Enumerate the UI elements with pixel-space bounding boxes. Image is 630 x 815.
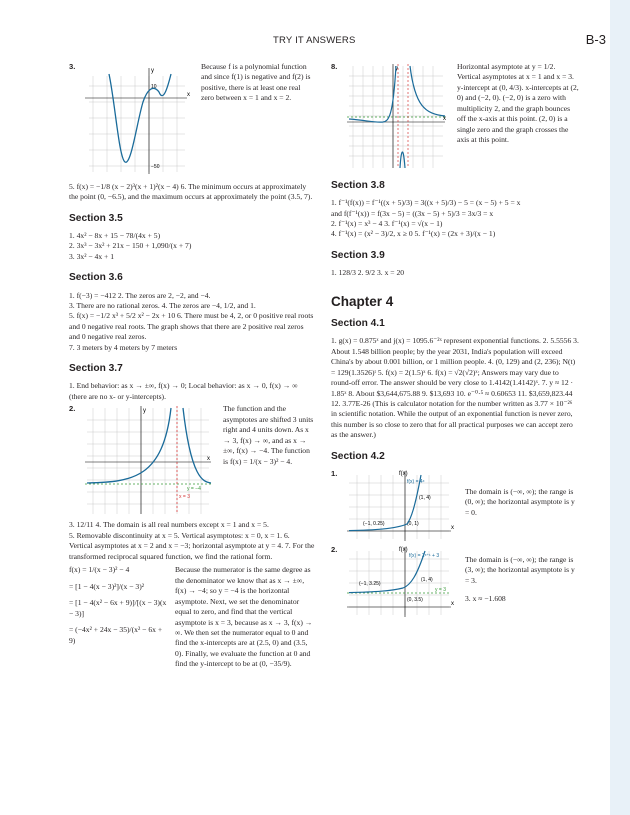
answer-8-text: Horizontal asymptote at y = 1/2. Vertical asymptotes at x = 1 and x = 3. y-intercept at (0, 4/3). x-intercepts at (2, 0) and (−2, 0). (−2, 0) is a zero with multiplicity 2, and the graph bounces off the x-axis at this point. (2, 0) is a single zero and the graph crosses the axis at this point. — [457, 62, 579, 145]
s42-g2-asymptote-label: y = 3 — [435, 586, 446, 593]
s42-g2-y-label: f(x) — [399, 546, 408, 553]
graph3-ymin: −50 — [151, 164, 160, 170]
s42-g1-point-1: (1, 4) — [419, 494, 431, 501]
s42-answer-2-body — [457, 545, 579, 605]
graph8-x-label: x — [443, 116, 446, 122]
s35-answer-1: 1. 4x² − 8x + 15 − 78/(4x + 5) — [69, 231, 161, 241]
s42-answer-2-number: 2. — [331, 544, 338, 554]
page-edge-bar — [610, 0, 630, 815]
s42-g2-x-label: x — [451, 600, 454, 607]
s37-rational-derivation — [69, 565, 169, 646]
s42-answer-2-text: The domain is (−∞, ∞); the range is (3, ∞); the horizontal asymptote is y = 3. — [465, 554, 575, 585]
s42-g1-point-3: (0, 1) — [407, 520, 419, 527]
right-column — [331, 62, 579, 619]
left-column — [69, 62, 315, 670]
s37-answer-2 — [69, 404, 315, 516]
graph-s42-answer-1 — [345, 469, 457, 543]
s38-answer-1-b: and f(f⁻¹(x)) = f(3x − 5) = ((3x − 5) + 5)/3 = 3x/3 = x — [331, 208, 494, 218]
section-3-8-title: Section 3.8 — [331, 180, 385, 191]
section-4-1-title: Section 4.1 — [331, 318, 385, 330]
s39-answers: 1. 128/3 2. 9/2 3. x = 20 — [331, 268, 405, 278]
s37-answer-3-4: 3. 12/11 4. The domain is all real numbers except x = 1 and x = 5. — [69, 520, 269, 530]
s37-answer-2-number: 2. — [69, 404, 76, 414]
section-4-2-title: Section 4.2 — [331, 450, 385, 462]
s42-g1-function-label: f(x) = 4ˣ — [407, 478, 425, 485]
s35-answer-3: 3. 3x² − 4x + 1 — [69, 251, 115, 261]
section-3-5-title: Section 3.5 — [69, 212, 123, 224]
answer-8 — [331, 62, 579, 170]
s36-answer-5-6: 5. f(x) = −1/2 x³ + 5/2 x² − 2x + 10 6. There must be 4, 2, or 0 positive real roots and 0 negative real roots. The graph shows that there are 2 positive real zeros and 0 negative real zeros. — [69, 311, 314, 342]
answer-3-number: 3. — [69, 62, 76, 71]
s37-answer-7-work — [69, 565, 315, 670]
s36-answer-7: 7. 3 meters by 4 meters by 7 meters — [69, 342, 178, 352]
answer-3-4 — [69, 62, 315, 176]
graph-s37-x-label: x — [207, 456, 210, 463]
s42-g2-point-3: (0, 3.5) — [407, 596, 423, 603]
graph3-ymax: 10 — [151, 84, 157, 90]
answer-8-number: 8. — [331, 62, 338, 71]
s42-answer-1-text: The domain is (−∞, ∞); the range is (0, ∞); the horizontal asymptote is y = 0. — [465, 486, 575, 517]
s35-answer-2: 2. 3x³ − 3x² + 21x − 150 + 1,090/(x + 7) — [69, 241, 192, 251]
s42-answer-2 — [331, 545, 579, 619]
s37-answer-7-explanation: Because the numerator is the same degree as the denominator we know that as x → ±∞, f(x) → −4; so y = −4 is the horizontal asymptote. Next, we set the denominator equal to zero, and find that the vertical asymptote is x = 3, because as x → 3, f(x) → ∞. We then set the numerator equal to 0 and find the x-intercepts are at (2.5, 0) and (3.5, 0). Finally, we evaluate the function at 0 and find the y-intercept to be at (0, −35/9). — [175, 565, 313, 669]
s42-g1-point-2: (−1, 0.25) — [363, 520, 385, 527]
s42-g1-y-label: f(x) — [399, 470, 408, 477]
answer-5-6: 5. f(x) = −1/8 (x − 2)³(x + 1)²(x − 4) 6. The minimum occurs at approximately the point (0, −6.5), and the maximum occurs at approximately the point (3.5, 7). — [69, 182, 313, 202]
section-3-9-title: Section 3.9 — [331, 249, 385, 261]
s36-answer-3-4: 3. There are no rational zeros. 4. The zeros are −4, 1/2, and 1. — [69, 300, 256, 310]
s38-answer-1: 1. f⁻¹(f(x)) = f⁻¹((x + 5)/3) = 3((x + 5)/3) − 5 = (x − 5) + 5 = x — [331, 198, 521, 208]
chapter-title: Chapter 4 — [331, 293, 394, 309]
graph8-y-label: y — [395, 66, 398, 72]
s37-eq-2: = [1 − 4(x − 3)²]/(x − 3)² — [69, 581, 145, 591]
graph-answer-8 — [345, 62, 449, 170]
s37-answer-1: 1. End behavior: as x → ±∞, f(x) → 0; Local behavior: as x → 0, f(x) → ∞ (there are no x- or y-intercepts). — [69, 381, 298, 401]
graph-s37-v-asymptote-label: x = 3 — [179, 494, 190, 501]
section-3-6-title: Section 3.6 — [69, 272, 123, 284]
s37-eq-3: = [1 − 4(x² − 6x + 9)]/[(x − 3)(x − 3)] — [69, 598, 167, 618]
s41-answers: 1. g(x) = 0.875ˣ and j(x) = 1095.6⁻²ˣ represent exponential functions. 2. 5.5556 3. About 1.548 billion people; by the year 2031, India's population will exceed China's by about 0.001 billion, or 1 million people. 4. (0, 129) and (2, 236); N(t) = 129(1.3526)ᵗ 5. f(x) = 2(1.5)ˣ 6. f(x) = √2(√2)ˣ; Answers may vary due to round-off error. The answer should be very close to 1.4142(1.4142)ˣ. 7. y ≈ 12 · 1.85ˣ 8. About $3,644,675.88 9. $13,693 10. e⁻⁰·⁵ ≈ 0.60653 11. $3,659,823.44 12. 3.77E-26 (This is calculator notation for the number written as 3.77 × 10⁻²⁶ in scientific notation. While the output of an exponential function is never zero, this number is so close to zero that for all practical purposes we can accept zero as the answer.) — [331, 336, 579, 440]
s37-eq-1: f(x) = 1/(x − 3)² − 4 — [69, 565, 130, 575]
graph-s42-answer-2 — [345, 545, 457, 619]
s42-answer-3: 3. x ≈ −1.608 — [465, 594, 506, 604]
answer-4-text: Because f is a polynomial function and since f(1) is negative and f(2) is positive, there is at least one real zero between x = 1 and x = 2. — [201, 62, 311, 103]
s38-answer-4-5: 4. f⁻¹(x) = (x² − 3)/2, x ≥ 0 5. f⁻¹(x) = (2x + 3)/(x − 1) — [331, 229, 496, 239]
s42-g1-x-label: x — [451, 524, 454, 531]
s37-eq-4: = (−4x² + 24x − 35)/(x² − 6x + 9) — [69, 625, 163, 645]
s42-g2-function-label: f(x) = 2ˣ⁺¹ + 3 — [409, 552, 440, 559]
s38-answer-2-3: 2. f⁻¹(x) = x³ − 4 3. f⁻¹(x) = √(x − 1) — [331, 219, 443, 229]
s42-answer-1-number: 1. — [331, 468, 338, 478]
graph-answer-3 — [83, 62, 193, 176]
graph-s37-y-label: y — [143, 408, 146, 415]
running-header: TRY IT ANSWERS — [273, 35, 356, 46]
graph3-x-label: x — [187, 92, 190, 98]
answer-4 — [193, 62, 315, 104]
section-3-7-title: Section 3.7 — [69, 363, 123, 375]
graph-s37-answer-2 — [83, 404, 215, 516]
s37-answer-5-6-7: 5. Removable discontinuity at x = 5. Vertical asymptotes: x = 0, x = 1. 6. Vertical asymptotes at x = 2 and x = −3; horizontal asymptote at y = 4. 7. For the transformed reciprocal squared function, we find the rational form. — [69, 530, 315, 561]
graph3-y-label: y — [151, 68, 154, 74]
s42-g2-point-1: (−1, 3.25) — [359, 580, 381, 587]
s42-g2-point-2: (1, 4) — [421, 576, 433, 583]
s42-answer-1 — [331, 469, 579, 543]
page-number: B-3 — [585, 32, 606, 47]
s37-answer-2-text: The function and the asymptotes are shifted 3 units right and 4 units down. As x → 3, f(x) → ∞, and as x → ±∞, f(x) → −4. The function is f(x) = 1/(x − 3)² − 4. — [223, 404, 314, 466]
s36-answer-1: 1. f(−3) = −412 2. The zeros are 2, −2, and −4. — [69, 290, 211, 300]
graph-s37-h-asymptote-label: y = −4 — [187, 486, 201, 493]
